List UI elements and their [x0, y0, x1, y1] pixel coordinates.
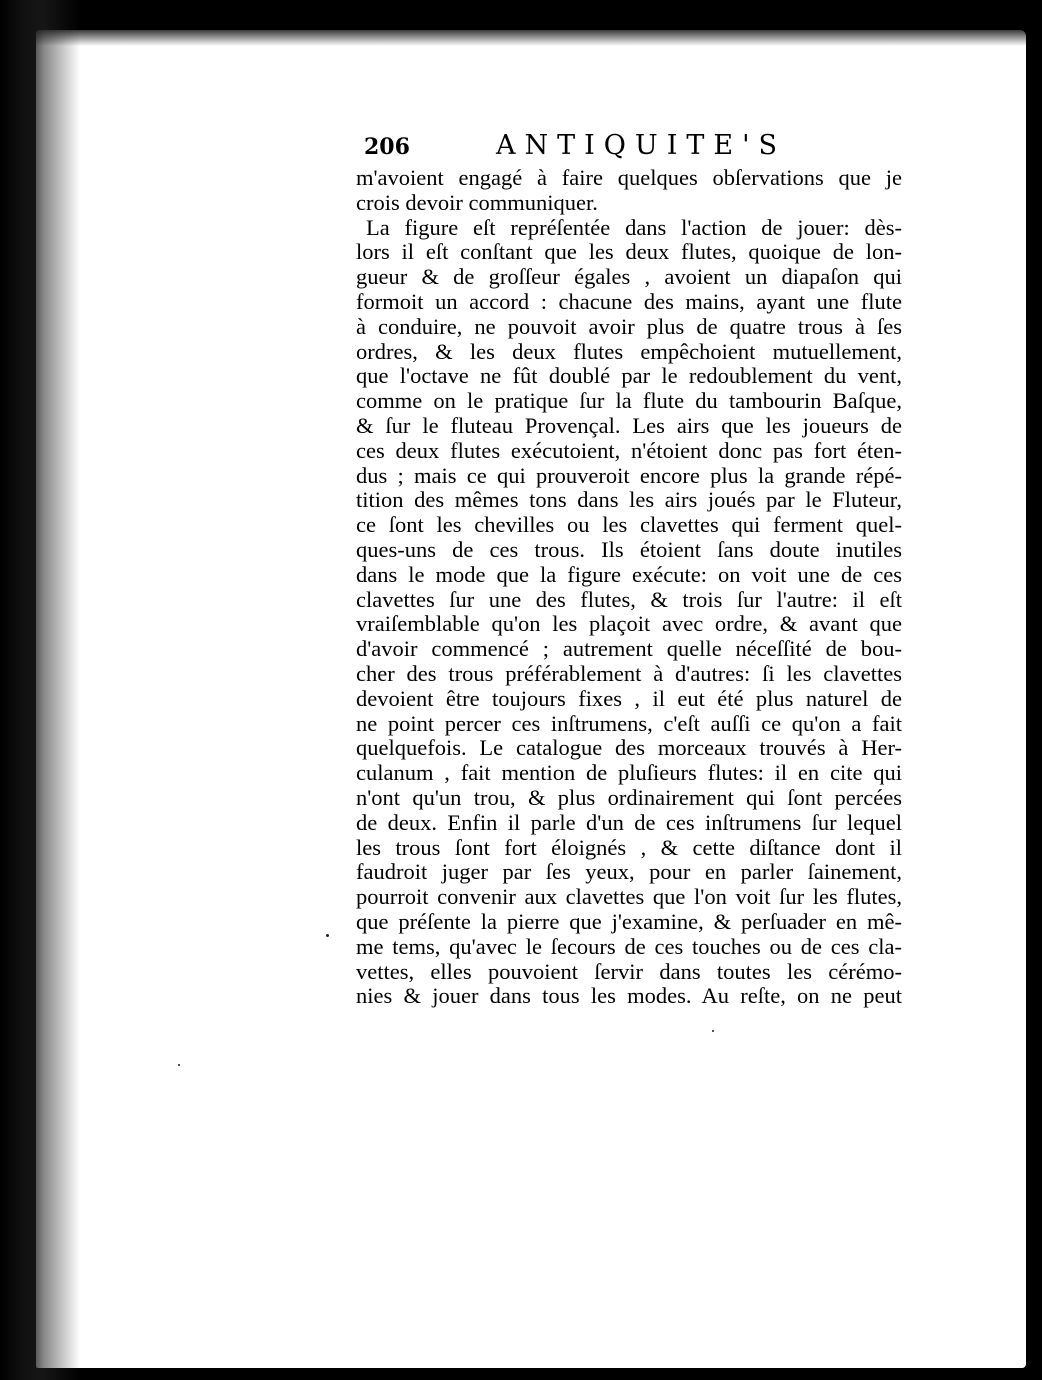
text-line: vettes, elles pouvoient ſervir dans toutes les cérémo- [356, 958, 902, 984]
text-line: clavettes ſur une des flutes, & trois ſur l'autre: il eſt [356, 586, 902, 612]
text-line: comme on le pratique ſur la flute du tambourin Baſque, [356, 388, 902, 414]
running-title: ANTIQUITE'S [496, 130, 786, 161]
text-line: quelquefois. Le catalogue des morceaux trouvés à Her- [356, 735, 902, 761]
text-line: culanum , fait mention de pluſieurs flutes: il en cite qui [356, 760, 902, 786]
page-number: 206 [364, 134, 410, 160]
body-text [356, 166, 916, 1009]
ink-speck [712, 1030, 714, 1032]
text-line: faudroit juger par ſes yeux, pour en parler ſainement, [356, 859, 902, 885]
text-line: pourroit convenir aux clavettes que l'on voit ſur les flutes, [356, 884, 902, 910]
text-line: que l'octave ne fût doublé par le redoublement du vent, [356, 363, 902, 389]
scan-shadow-left [0, 0, 80, 1380]
text-line: La figure eſt repréſentée dans l'action de jouer: dès- [366, 214, 902, 240]
text-line: formoit un accord : chacune des mains, ayant une flute [356, 288, 902, 314]
text-line: de deux. Enfin il parle d'un de ces inſtrumens ſur lequel [356, 809, 902, 835]
text-line: que préſente la pierre que j'examine, & perſuader en mê- [356, 908, 902, 934]
text-line: ordres, & les deux flutes empêchoient mutuellement, [356, 338, 902, 364]
text-line: n'ont qu'un trou, & plus ordinairement qui ſont percées [356, 784, 902, 810]
text-line: nies & jouer dans tous les modes. Au reſte, on ne peut [356, 983, 902, 1009]
text-line: ques-uns de ces trous. Ils étoient ſans doute inutiles [356, 536, 902, 562]
ink-speck [178, 1064, 180, 1066]
text-line: d'avoir commencé ; autrement quelle néceſſité de bou- [356, 636, 902, 662]
text-line: & ſur le fluteau Provençal. Les airs que les joueurs de [356, 412, 902, 438]
text-line: devoient être toujours fixes , il eut été plus naturel de [356, 685, 902, 711]
text-line: à conduire, ne pouvoit avoir plus de quatre trous à ſes [356, 313, 902, 339]
text-line: me tems, qu'avec le ſecours de ces touches ou de ces cla- [356, 933, 902, 959]
text-line: cher des trous préférablement à d'autres: ſi les clavettes [356, 660, 902, 686]
text-line: les trous ſont fort éloignés , & cette diſtance dont il [356, 834, 902, 860]
text-line: ne point percer ces inſtrumens, c'eſt auſſi ce qu'on a fait [356, 710, 902, 736]
text-line: tition des mêmes tons dans les airs joués par le Fluteur, [356, 487, 902, 513]
text-line: dans le mode que la figure exécute: on voit une de ces [356, 561, 902, 587]
text-line: ces deux flutes exécutoient, n'étoient donc pas fort éten- [356, 437, 902, 463]
text-line: ce ſont les chevilles ou les clavettes qui ferment quel- [356, 512, 902, 538]
ink-speck [326, 934, 329, 937]
scan-shadow-top [0, 0, 1042, 46]
text-line: m'avoient engagé à faire quelques obſervations que je [356, 165, 902, 190]
page-header [364, 130, 864, 166]
text-line: crois devoir communiquer. [356, 189, 598, 215]
text-line: gueur & de groſſeur égales , avoient un diapaſon qui [356, 264, 902, 290]
text-line: vraiſemblable qu'on les plaçoit avec ordre, & avant que [356, 611, 902, 637]
text-line: lors il eſt conſtant que les deux flutes, quoique de lon- [356, 239, 902, 265]
text-line: dus ; mais ce qui prouveroit encore plus la grande répé- [356, 462, 902, 488]
